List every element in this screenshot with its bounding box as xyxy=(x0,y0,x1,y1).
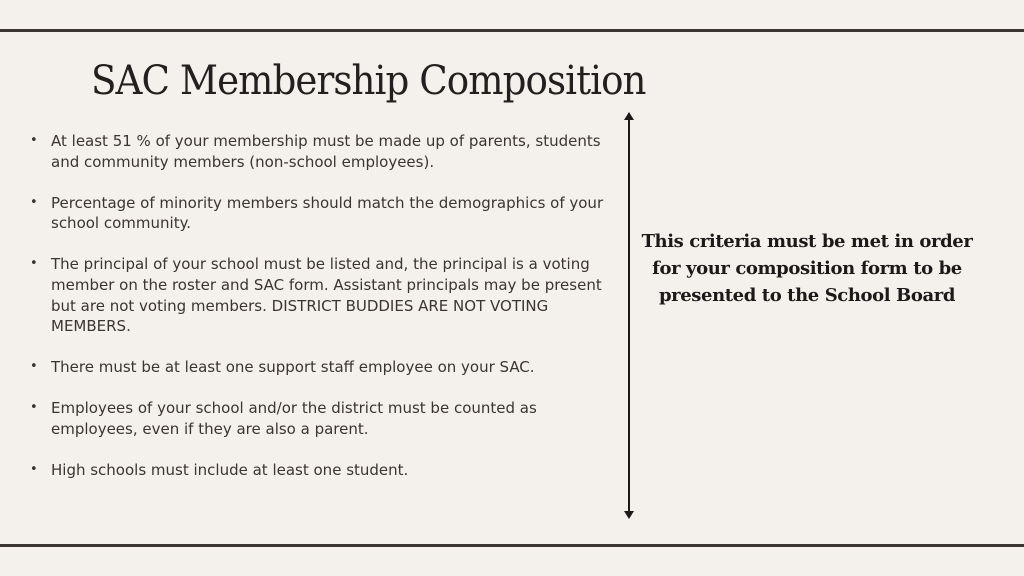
arrow-down-icon xyxy=(624,511,634,519)
list-item: • There must be at least one support staff employee on your SAC. xyxy=(30,357,610,378)
list-item: • High schools must include at least one student. xyxy=(30,460,610,481)
list-item: • Percentage of minority members should match the demographics of your school community. xyxy=(30,193,610,234)
slide-title: SAC Membership Composition xyxy=(91,58,646,104)
list-item: • Employees of your school and/or the district must be counted as employees, even if they are also a parent. xyxy=(30,398,610,439)
requirements-list xyxy=(30,131,610,501)
criteria-note: This criteria must be met in order for your composition form to be presented to the School Board xyxy=(641,231,973,306)
list-item: • At least 51 % of your membership must be made up of parents, students and community members (non-school employees). xyxy=(30,131,610,172)
bottom-divider xyxy=(0,544,1024,547)
vertical-arrow-line xyxy=(628,117,630,516)
list-item: • The principal of your school must be listed and, the principal is a voting member on the roster and SAC form. Assistant principals may be present but are not voting members. DISTRICT BUDDIES ARE NOT VOTING MEMBERS. xyxy=(30,254,610,336)
top-divider xyxy=(0,29,1024,32)
